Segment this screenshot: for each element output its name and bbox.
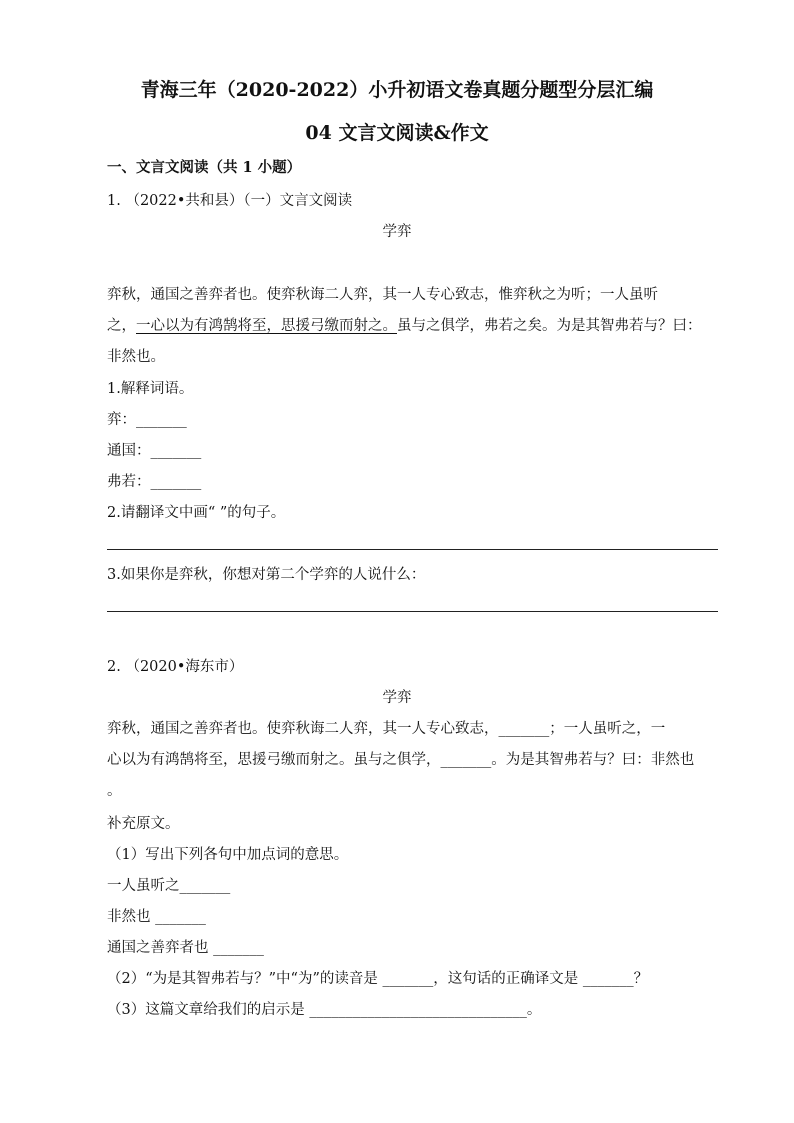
section-heading: 一、文言文阅读（共 1 小题）	[107, 159, 302, 176]
q1-answer-blank-1[interactable]: 弈：_______	[107, 412, 187, 428]
q2-answer-blank-3[interactable]: 通国之善弈者也 _______	[107, 940, 264, 956]
q1-answer-blank-3[interactable]: 弗若：_______	[107, 474, 202, 490]
q2-passage-title: 学弈	[382, 690, 412, 706]
q1-underlined-sentence: 一心以为有鸿鹄将至，思援弓缴而射之。	[136, 318, 397, 334]
document-title: 青海三年（2020-2022）小升初语文卷真题分题型分层汇编	[140, 79, 654, 101]
q2-passage-line-1: 弈秋，通国之善弈者也。使弈秋诲二人弈，其一人专心致志，_______；一人虽听之，一	[107, 721, 666, 737]
q2-fill-prompt: 补充原文。	[107, 816, 180, 832]
q1-passage-title: 学弈	[382, 224, 412, 240]
q2-passage-line-2: 心以为有鸿鹄将至，思援弓缴而射之。虽与之俱学，_______。为是其智弗若与？曰：非然也	[107, 752, 695, 768]
q1-passage-text: 虽与之俱学，弗若之矣。为是其智弗若与？曰：	[397, 318, 702, 334]
q1-passage-line-3: 非然也。	[107, 349, 165, 365]
q1-sub-question-2: 2.请翻译文中画“ ”的句子。	[107, 505, 286, 521]
q1-answer-line-1[interactable]	[107, 549, 718, 550]
q1-passage-text: 之，	[107, 318, 136, 334]
q1-sub-question-3: 3.如果你是弈秋，你想对第二个学弈的人说什么：	[107, 567, 426, 583]
q1-passage-line-2	[107, 316, 702, 336]
q1-answer-blank-2[interactable]: 通国：_______	[107, 443, 202, 459]
q1-answer-line-2[interactable]	[107, 611, 718, 612]
q1-passage-line-1: 弈秋，通国之善弈者也。使弈秋诲二人弈，其一人专心致志，惟弈秋之为听；一人虽听	[107, 287, 658, 303]
q2-sub-question-3[interactable]: （3）这篇文章给我们的启示是 ______________________________。	[107, 1002, 542, 1018]
q2-header: 2. （2020•海东市）	[107, 659, 244, 675]
q1-header: 1. （2022•共和县）（一）文言文阅读	[107, 193, 353, 209]
q2-answer-blank-1[interactable]: 一人虽听之_______	[107, 878, 231, 894]
document-subtitle: 04 文言文阅读&作文	[305, 122, 489, 144]
q2-sub-question-2[interactable]: （2）“为是其智弗若与？”中“为”的读音是 _______，这句话的正确译文是 _______？	[107, 971, 649, 987]
q1-sub-question-1: 1.解释词语。	[107, 381, 194, 397]
q2-answer-blank-2[interactable]: 非然也 _______	[107, 909, 206, 925]
q2-passage-line-3: 。	[107, 783, 122, 799]
q2-sub-question-1: （1）写出下列各句中加点词的意思。	[107, 847, 349, 863]
